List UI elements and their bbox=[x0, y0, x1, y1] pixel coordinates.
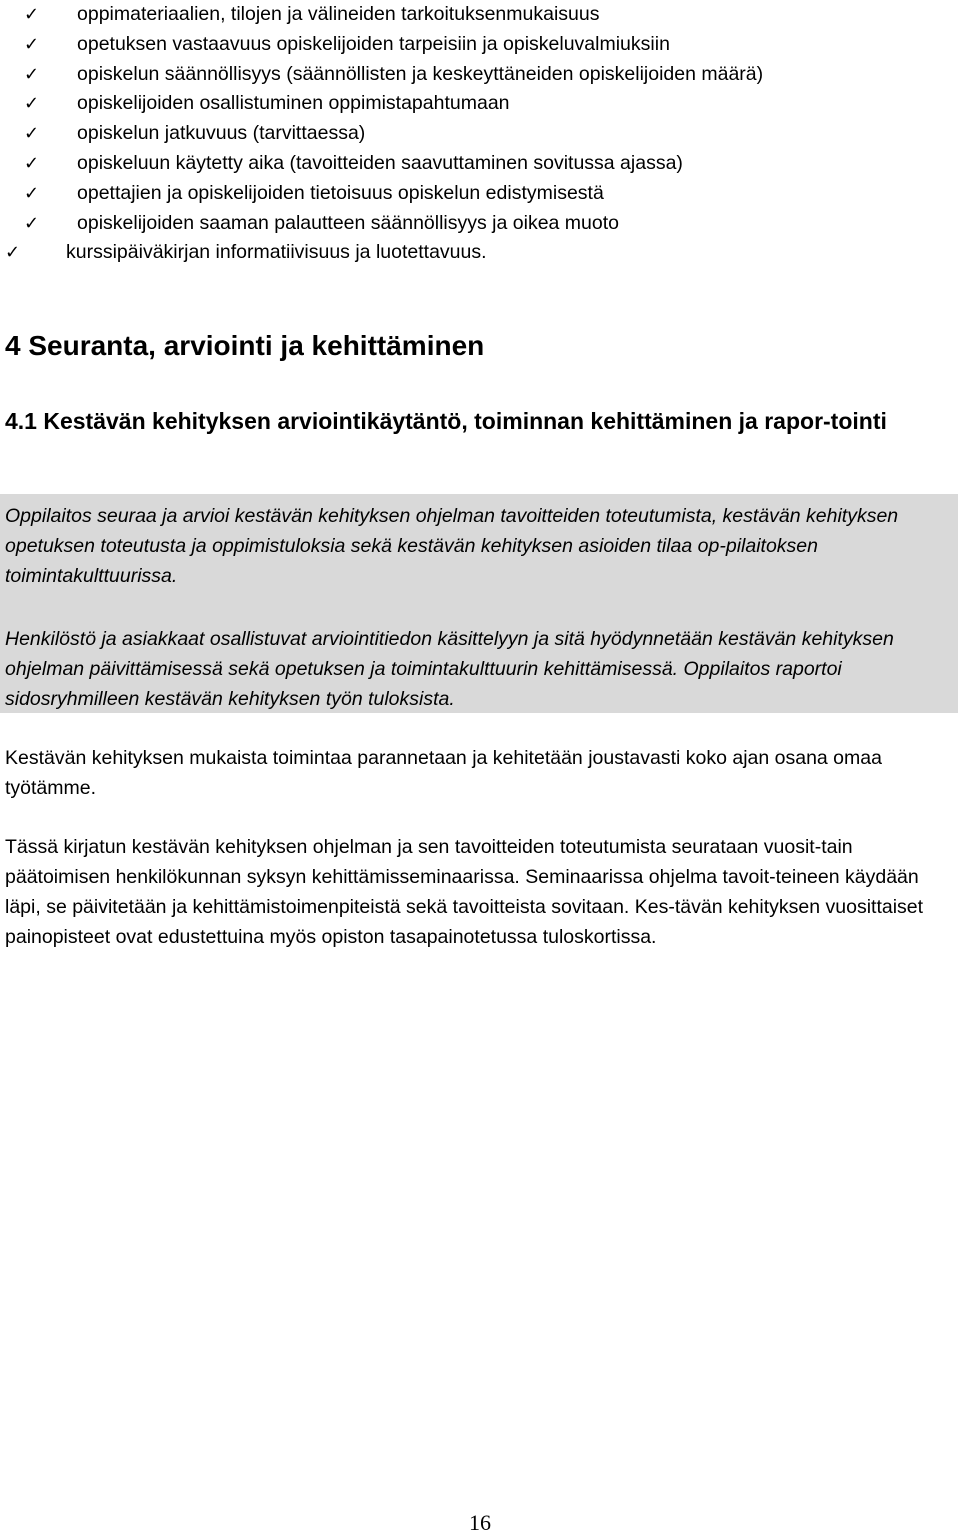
checklist-item bbox=[0, 179, 940, 209]
checklist-item-text: opiskelun säännöllisyys (säännöllisten ja keskeyttäneiden opiskelijoiden määrä) bbox=[77, 62, 764, 85]
checkmark-icon: ✓ bbox=[24, 93, 40, 115]
shaded-paragraph: Oppilaitos seuraa ja arvioi kestävän kehityksen ohjelman tavoitteiden toteutumista, kestävän kehityksen opetuksen toteutusta ja oppimistuloksia sekä kestävän kehityksen asioiden tilaa op-pilaitoksen toimintakulttuurissa. bbox=[5, 505, 899, 587]
checkmark-icon: ✓ bbox=[24, 63, 40, 85]
checkmark-icon: ✓ bbox=[24, 4, 40, 25]
checklist-item-text: opiskelijoiden saaman palautteen säännöllisyys ja oikea muoto bbox=[77, 211, 620, 234]
checklist-item bbox=[0, 209, 940, 239]
checklist-item-text: oppimateriaalien, tilojen ja välineiden tarkoituksenmukaisuus bbox=[77, 3, 600, 25]
checklist-item-text: opiskelijoiden osallistuminen oppimistapahtumaan bbox=[77, 92, 510, 115]
subsection-heading: 4.1 Kestävän kehityksen arviointikäytäntö, toiminnan kehittäminen ja rapor-tointi bbox=[5, 408, 887, 434]
shaded-text-box bbox=[0, 494, 958, 713]
checkmark-icon: ✓ bbox=[24, 212, 40, 234]
page-number: 16 bbox=[469, 1510, 491, 1535]
body-paragraph: Tässä kirjatun kestävän kehityksen ohjelman ja sen tavoitteiden toteutumista seurataan vuosit-tain päätoimisen henkilökunnan syksyn kehittämisseminaarissa. Seminaarissa ohjelma tavoit-teineen käydään läpi, se päivitetään ja kehittämistoimenpiteistä sekä tavoitteista sovitaan. Kes-tävän kehityksen vuosittaiset painopisteet ovat edustettuina myös opiston tasapainotetussa tuloskortissa. bbox=[5, 836, 924, 948]
criteria-checklist bbox=[0, 0, 940, 268]
checklist-item-text: opiskeluun käytetty aika (tavoitteiden saavuttaminen sovitussa ajassa) bbox=[77, 151, 683, 174]
checkmark-icon: ✓ bbox=[24, 123, 40, 145]
checklist-item-text: kurssipäiväkirjan informatiivisuus ja luotettavuus. bbox=[66, 241, 487, 264]
checkmark-icon: ✓ bbox=[24, 182, 40, 204]
checklist-item-text: opiskelun jatkuvuus (tarvittaessa) bbox=[77, 122, 366, 145]
checklist-item-text: opetuksen vastaavuus opiskelijoiden tarpeisiin ja opiskeluvalmiuksiin bbox=[77, 32, 670, 55]
checklist-item-text: opettajien ja opiskelijoiden tietoisuus opiskelun edistymisestä bbox=[77, 181, 604, 204]
checkmark-icon: ✓ bbox=[24, 152, 40, 174]
checklist-item bbox=[0, 60, 940, 90]
checklist-item bbox=[0, 238, 940, 268]
checklist-item bbox=[0, 149, 940, 179]
section-heading: 4 Seuranta, arviointi ja kehittäminen bbox=[5, 330, 485, 361]
body-paragraph: Kestävän kehityksen mukaista toimintaa parannetaan ja kehitetään joustavasti koko ajan osana omaa työtämme. bbox=[5, 747, 882, 799]
shaded-paragraph: Henkilöstö ja asiakkaat osallistuvat arviointitiedon käsittelyyn ja sitä hyödynnetään kestävän kehityksen ohjelman päivittämisessä sekä opetuksen ja toimintakulttuurin kehittämisessä. Oppilaitos raportoi sidosryhmilleen kestävän kehityksen työn tuloksista. bbox=[5, 628, 894, 710]
checklist-item bbox=[0, 0, 940, 30]
checklist-item bbox=[0, 89, 940, 119]
checklist-item bbox=[0, 119, 940, 149]
checkmark-icon: ✓ bbox=[5, 242, 21, 264]
checkmark-icon: ✓ bbox=[24, 33, 40, 55]
checklist-item bbox=[0, 30, 940, 60]
